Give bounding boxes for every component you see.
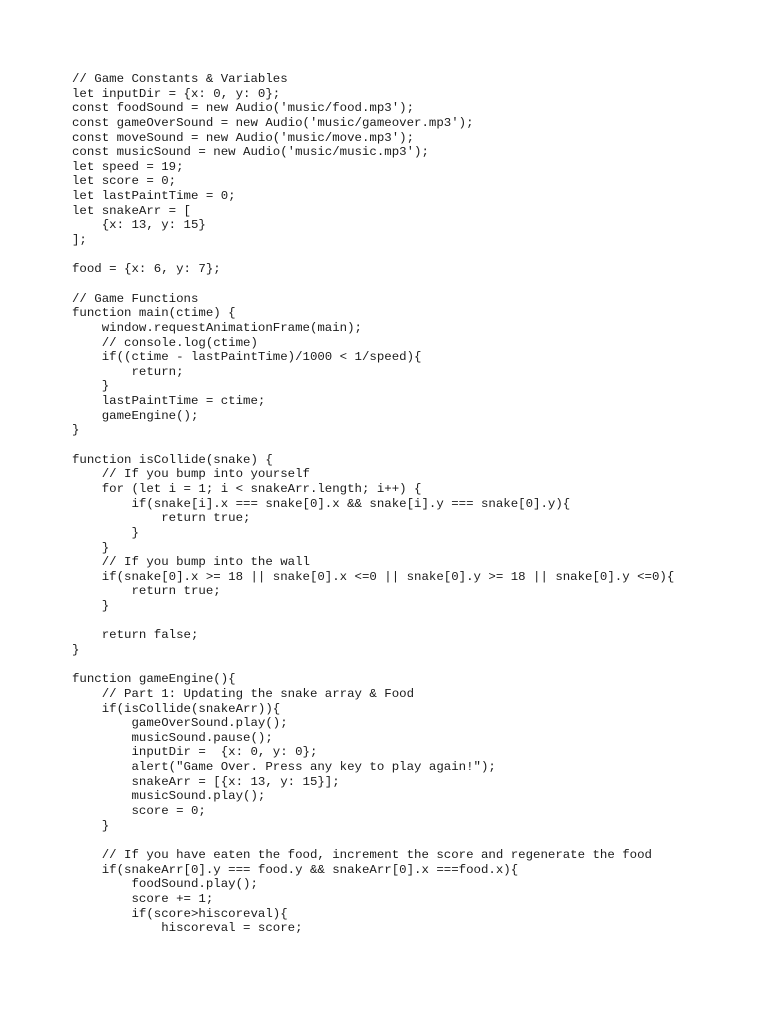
code-line: // Part 1: Updating the snake array & Food [72,686,415,701]
code-line: } [72,599,110,614]
code-line: // Game Functions [72,291,199,306]
code-line: score += 1; [72,891,214,906]
code-line: return true; [72,584,221,599]
code-line: for (let i = 1; i < snakeArr.length; i++) { [72,481,422,496]
code-line: if(snake[i].x === snake[0].x && snake[i].y === snake[0].y){ [72,496,571,511]
code-line: // If you have eaten the food, increment the score and regenerate the food [72,847,652,862]
code-line: score = 0; [72,804,206,819]
code-line: // Game Constants & Variables [72,72,288,86]
code-line: } [72,423,80,438]
code-line: ]; [72,233,87,248]
code-line: if(snakeArr[0].y === food.y && snakeArr[0].x ===food.x){ [72,862,519,877]
code-line [72,614,752,629]
code-line: return; [72,364,184,379]
code-line: // If you bump into the wall [72,555,310,570]
code-line: let lastPaintTime = 0; [72,189,236,204]
code-line: } [72,379,110,394]
code-line [72,833,752,848]
code-line: return true; [72,511,251,526]
code-line: musicSound.play(); [72,789,266,804]
code-block [72,72,752,936]
code-line: foodSound.play(); [72,877,258,892]
code-line: snakeArr = [{x: 13, y: 15}]; [72,774,340,789]
code-line: } [72,818,110,833]
code-line: const moveSound = new Audio('music/move.mp3'); [72,130,415,145]
code-line: return false; [72,628,199,643]
code-line [72,438,752,453]
code-line: inputDir = {x: 0, y: 0}; [72,745,318,760]
code-line: function gameEngine(){ [72,672,236,687]
code-line: lastPaintTime = ctime; [72,394,266,409]
code-line: if(snake[0].x >= 18 || snake[0].x <=0 || snake[0].y >= 18 || snake[0].y <=0){ [72,569,675,584]
code-line: {x: 13, y: 15} [72,218,206,233]
code-line: alert("Game Over. Press any key to play again!"); [72,760,496,775]
code-line: food = {x: 6, y: 7}; [72,262,221,277]
code-line: let speed = 19; [72,159,184,174]
code-line: let snakeArr = [ [72,203,191,218]
code-line: } [72,642,80,657]
code-line: gameEngine(); [72,408,199,423]
code-line: const foodSound = new Audio('music/food.mp3'); [72,101,415,116]
code-line: const gameOverSound = new Audio('music/gameover.mp3'); [72,115,474,130]
code-line: let score = 0; [72,174,177,189]
code-line: } [72,540,110,555]
code-line [72,248,752,263]
code-line: // console.log(ctime) [72,335,258,350]
code-line: function main(ctime) { [72,306,236,321]
code-line: } [72,525,139,540]
code-line: // If you bump into yourself [72,467,310,482]
code-line: hiscoreval = score; [72,921,303,936]
code-line: if(isCollide(snakeArr)){ [72,701,281,716]
code-line: let inputDir = {x: 0, y: 0}; [72,86,281,101]
code-line: if((ctime - lastPaintTime)/1000 < 1/speed){ [72,350,422,365]
code-line: if(score>hiscoreval){ [72,906,288,921]
code-line: function isCollide(snake) { [72,452,273,467]
code-line [72,277,752,292]
code-line: gameOverSound.play(); [72,716,288,731]
code-line: window.requestAnimationFrame(main); [72,320,362,335]
code-line: musicSound.pause(); [72,730,273,745]
code-line [72,658,752,673]
code-line: const musicSound = new Audio('music/music.mp3'); [72,145,429,160]
